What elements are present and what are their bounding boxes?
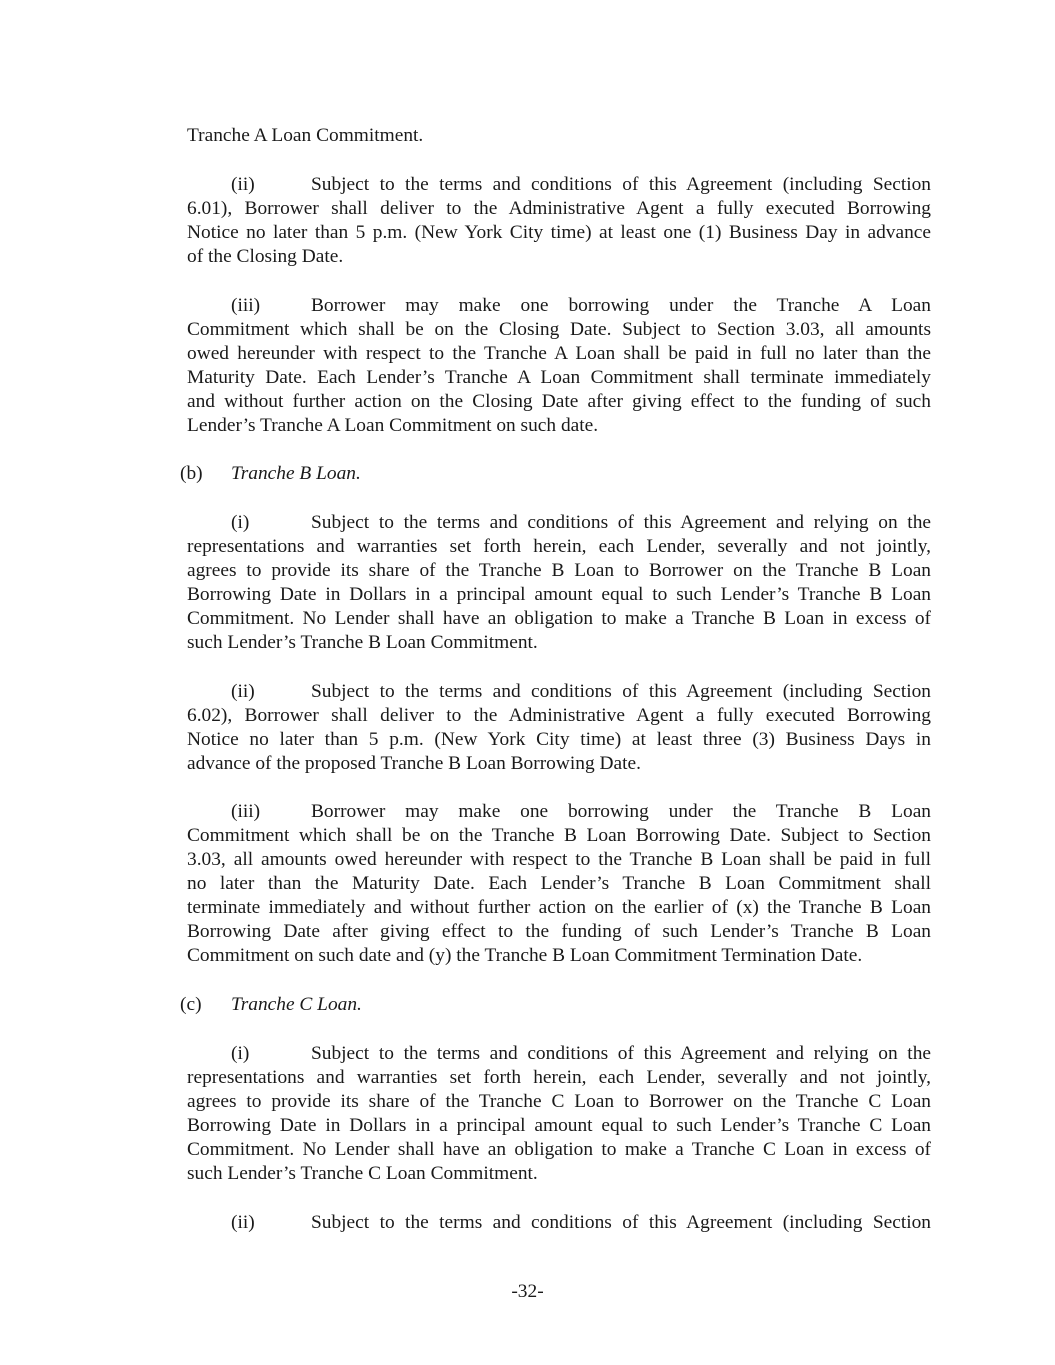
paragraph-number: (ii)	[231, 1212, 255, 1233]
paragraph-number: (ii)	[231, 681, 255, 702]
paragraph-line: 6.02), Borrower shall deliver to the Administrative Agent a fully executed Borrowing	[187, 705, 931, 726]
paragraph-line: and without further action on the Closing Date after giving effect to the funding of such	[187, 391, 931, 412]
paragraph-line: owed hereunder with respect to the Tranche A Loan shall be paid in full no later than the	[187, 343, 931, 364]
paragraph-line: Maturity Date. Each Lender’s Tranche A Loan Commitment shall terminate immediately	[187, 367, 931, 388]
paragraph-line: 3.03, all amounts owed hereunder with respect to the Tranche B Loan shall be paid in full	[187, 849, 931, 870]
paragraph-line: Borrowing Date in Dollars in a principal amount equal to such Lender’s Tranche B Loan	[187, 584, 931, 605]
paragraph-line: Subject to the terms and conditions of this Agreement and relying on the	[311, 512, 931, 533]
paragraph-line: of the Closing Date.	[187, 246, 344, 267]
paragraph-line: Subject to the terms and conditions of this Agreement (including Section	[311, 681, 931, 702]
paragraph-number: (iii)	[231, 801, 261, 822]
paragraph-line: representations and warranties set forth herein, each Lender, severally and not jointly,	[187, 1067, 931, 1088]
paragraph-line: Subject to the terms and conditions of this Agreement and relying on the	[311, 1043, 931, 1064]
paragraph-line: Borrowing Date after giving effect to the funding of such Lender’s Tranche B Loan	[187, 921, 931, 942]
paragraph-number: (i)	[231, 1043, 250, 1064]
paragraph-line: 6.01), Borrower shall deliver to the Administrative Agent a fully executed Borrowing	[187, 198, 931, 219]
paragraph-line: such Lender’s Tranche C Loan Commitment.	[187, 1163, 538, 1184]
paragraph-line: Lender’s Tranche A Loan Commitment on such date.	[187, 415, 599, 436]
paragraph-line: no later than the Maturity Date. Each Lender’s Tranche B Loan Commitment shall	[187, 873, 931, 894]
paragraph-line: Subject to the terms and conditions of this Agreement (including Section	[311, 174, 931, 195]
section-number: (c)	[180, 994, 202, 1015]
paragraph-line: Commitment which shall be on the Tranche B Loan Borrowing Date. Subject to Section	[187, 825, 931, 846]
paragraph-number: (ii)	[231, 174, 255, 195]
paragraph-line: Borrowing Date in Dollars in a principal amount equal to such Lender’s Tranche C Loan	[187, 1115, 931, 1136]
paragraph-line: terminate immediately and without further action on the earlier of (x) the Tranche B Loan	[187, 897, 931, 918]
paragraph-line: representations and warranties set forth herein, each Lender, severally and not jointly,	[187, 536, 931, 557]
paragraph-line: Subject to the terms and conditions of this Agreement (including Section	[311, 1212, 931, 1233]
section-title: Tranche C Loan.	[231, 994, 362, 1015]
paragraph-line: agrees to provide its share of the Tranche C Loan to Borrower on the Tranche C Loan	[187, 1091, 931, 1112]
paragraph-line: Commitment. No Lender shall have an obligation to make a Tranche B Loan in excess of	[187, 608, 931, 629]
paragraph-line: Commitment. No Lender shall have an obligation to make a Tranche C Loan in excess of	[187, 1139, 931, 1160]
page-number: -32-	[511, 1281, 544, 1302]
paragraph-line: Notice no later than 5 p.m. (New York City time) at least one (1) Business Day in advance	[187, 222, 931, 243]
paragraph-line: advance of the proposed Tranche B Loan Borrowing Date.	[187, 753, 641, 774]
opening-line: Tranche A Loan Commitment.	[187, 125, 424, 146]
paragraph-line: Borrower may make one borrowing under the Tranche A Loan	[311, 295, 931, 316]
paragraph-line: Commitment on such date and (y) the Tranche B Loan Commitment Termination Date.	[187, 945, 863, 966]
paragraph-number: (iii)	[231, 295, 261, 316]
paragraph-number: (i)	[231, 512, 250, 533]
paragraph-line: such Lender’s Tranche B Loan Commitment.	[187, 632, 538, 653]
paragraph-line: Commitment which shall be on the Closing Date. Subject to Section 3.03, all amounts	[187, 319, 931, 340]
section-number: (b)	[180, 463, 203, 484]
paragraph-line: Borrower may make one borrowing under the Tranche B Loan	[311, 801, 931, 822]
paragraph-line: agrees to provide its share of the Tranche B Loan to Borrower on the Tranche B Loan	[187, 560, 931, 581]
paragraph-line: Notice no later than 5 p.m. (New York City time) at least three (3) Business Days in	[187, 729, 931, 750]
section-title: Tranche B Loan.	[231, 463, 361, 484]
